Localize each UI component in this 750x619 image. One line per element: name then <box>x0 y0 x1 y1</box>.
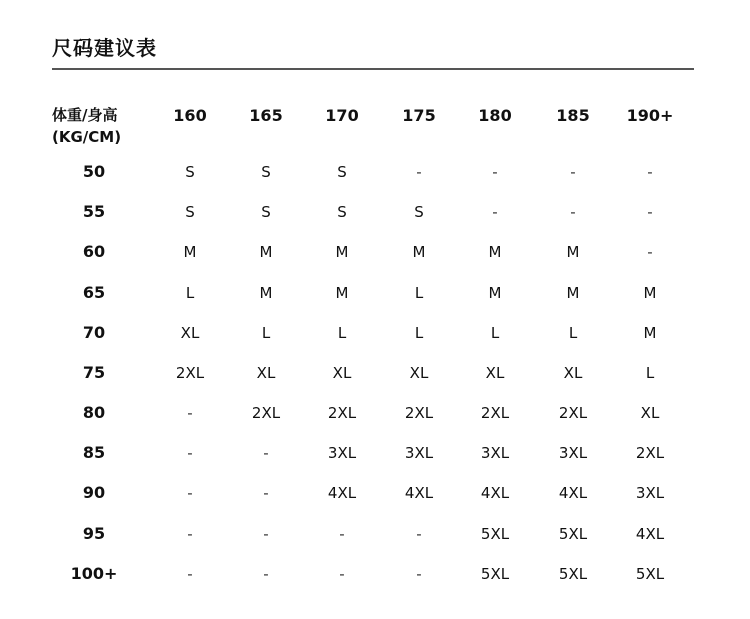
size-cell: M <box>566 243 580 261</box>
size-cell: L <box>645 364 655 382</box>
page-title: 尺码建议表 <box>52 36 157 60</box>
size-cell: 2XL <box>175 364 205 382</box>
size-cell: M <box>412 243 426 261</box>
size-cell: - <box>263 484 269 502</box>
size-cell: M <box>259 243 273 261</box>
height-header: 165 <box>249 106 283 125</box>
weight-row-header: 60 <box>82 242 106 261</box>
size-cell: L <box>261 324 271 342</box>
weight-row-header: 50 <box>82 162 106 181</box>
size-cell: 3XL <box>558 444 588 462</box>
size-cell: - <box>570 203 576 221</box>
size-cell: M <box>488 284 502 302</box>
weight-row-header: 55 <box>82 202 106 221</box>
size-cell: 5XL <box>480 565 510 583</box>
size-cell: 5XL <box>480 525 510 543</box>
size-cell: 3XL <box>635 484 665 502</box>
size-cell: - <box>492 203 498 221</box>
size-cell: - <box>339 525 345 543</box>
size-cell: - <box>263 525 269 543</box>
size-cell: - <box>339 565 345 583</box>
height-header: 170 <box>325 106 359 125</box>
size-cell: XL <box>485 364 505 382</box>
height-header: 180 <box>478 106 512 125</box>
size-cell: L <box>414 324 424 342</box>
size-cell: S <box>185 163 195 181</box>
weight-row-header: 70 <box>82 323 106 342</box>
size-cell: - <box>263 444 269 462</box>
size-cell: L <box>490 324 500 342</box>
title-divider <box>52 68 694 70</box>
size-cell: - <box>263 565 269 583</box>
size-cell: 3XL <box>480 444 510 462</box>
size-cell: S <box>261 163 271 181</box>
size-cell: 2XL <box>404 404 434 422</box>
height-header: 175 <box>402 106 436 125</box>
size-cell: - <box>416 163 422 181</box>
height-header: 185 <box>556 106 590 125</box>
size-cell: 3XL <box>404 444 434 462</box>
corner-label-line1: 体重/身高 <box>52 106 118 124</box>
size-cell: M <box>259 284 273 302</box>
size-cell: - <box>647 243 653 261</box>
size-cell: S <box>261 203 271 221</box>
size-cell: XL <box>180 324 200 342</box>
size-cell: L <box>414 284 424 302</box>
size-cell: 5XL <box>558 525 588 543</box>
size-cell: 2XL <box>327 404 357 422</box>
weight-row-header: 75 <box>82 363 106 382</box>
table-corner-label <box>52 104 142 148</box>
size-cell: 4XL <box>558 484 588 502</box>
size-cell: 4XL <box>404 484 434 502</box>
size-cell: 4XL <box>635 525 665 543</box>
size-cell: S <box>185 203 195 221</box>
size-cell: - <box>187 565 193 583</box>
weight-row-header: 65 <box>82 283 106 302</box>
size-cell: S <box>414 203 424 221</box>
size-cell: S <box>337 163 347 181</box>
size-cell: 2XL <box>635 444 665 462</box>
size-cell: S <box>337 203 347 221</box>
size-cell: - <box>187 525 193 543</box>
size-cell: 4XL <box>480 484 510 502</box>
size-cell: L <box>185 284 195 302</box>
height-header: 160 <box>173 106 207 125</box>
weight-row-header: 85 <box>82 443 106 462</box>
size-cell: - <box>647 203 653 221</box>
height-header: 190+ <box>626 106 674 125</box>
size-cell: 4XL <box>327 484 357 502</box>
size-cell: M <box>335 243 349 261</box>
size-cell: M <box>643 284 657 302</box>
size-cell: - <box>492 163 498 181</box>
size-cell: M <box>488 243 502 261</box>
size-cell: - <box>187 484 193 502</box>
size-cell: 2XL <box>480 404 510 422</box>
weight-row-header: 90 <box>82 483 106 502</box>
weight-row-header: 80 <box>82 403 106 422</box>
size-cell: - <box>647 163 653 181</box>
size-cell: - <box>187 444 193 462</box>
size-cell: 2XL <box>558 404 588 422</box>
size-cell: M <box>566 284 580 302</box>
size-cell: M <box>335 284 349 302</box>
size-cell: 5XL <box>635 565 665 583</box>
size-cell: XL <box>332 364 352 382</box>
size-cell: 3XL <box>327 444 357 462</box>
size-cell: - <box>416 565 422 583</box>
size-cell: - <box>187 404 193 422</box>
size-cell: L <box>568 324 578 342</box>
size-cell: XL <box>256 364 276 382</box>
size-cell: XL <box>640 404 660 422</box>
size-cell: - <box>416 525 422 543</box>
size-cell: M <box>643 324 657 342</box>
size-cell: 2XL <box>251 404 281 422</box>
size-cell: 5XL <box>558 565 588 583</box>
corner-label-line2: (KG/CM) <box>52 128 122 146</box>
size-cell: XL <box>409 364 429 382</box>
size-cell: L <box>337 324 347 342</box>
weight-row-header: 100+ <box>70 564 118 583</box>
weight-row-header: 95 <box>82 524 106 543</box>
size-cell: - <box>570 163 576 181</box>
size-cell: M <box>183 243 197 261</box>
size-cell: XL <box>563 364 583 382</box>
